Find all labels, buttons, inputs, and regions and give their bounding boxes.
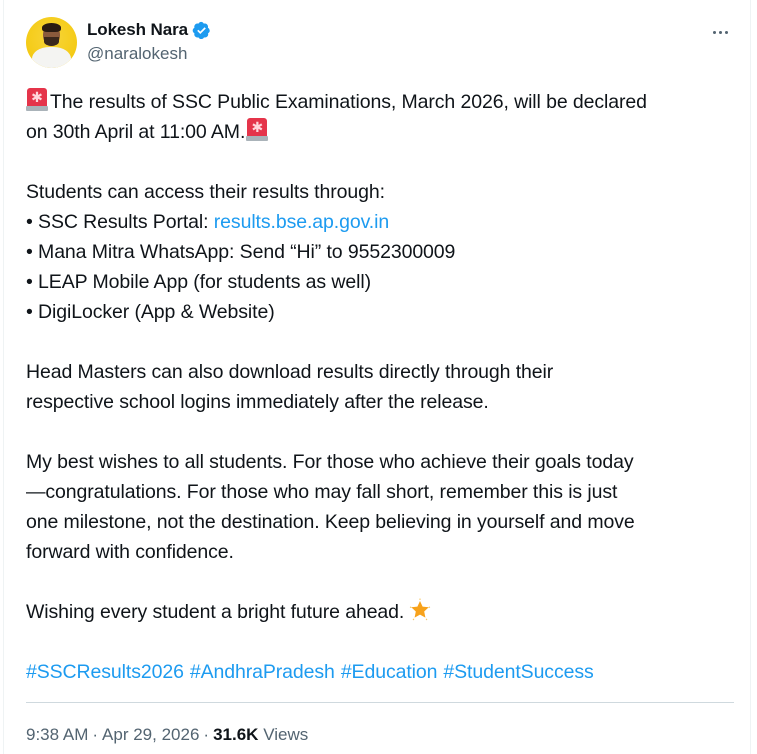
divider — [26, 702, 734, 703]
hashtags — [26, 657, 738, 687]
access-intro: Students can access their results through: — [26, 181, 385, 203]
avatar[interactable] — [26, 17, 77, 68]
author-handle[interactable]: @naralokesh — [87, 44, 188, 63]
more-options-icon[interactable] — [708, 25, 732, 39]
list-item: • Mana Mitra WhatsApp: Send “Hi” to 9552300009 — [26, 241, 456, 263]
hashtag-link[interactable]: #AndhraPradesh — [189, 661, 335, 683]
views-label: Views — [263, 725, 309, 744]
glowing-star-emoji-icon — [408, 598, 432, 622]
announcement-paragraph: ✱ The results of SSC Public Examinations, March 2026, will be declared on 30th April at 11:00 AM. ✱ — [26, 89, 647, 143]
hashtag-link[interactable]: #SSCResults2026 — [26, 661, 184, 683]
headmasters-paragraph: Head Masters can also download results directly through their respective school logins immediately after the release. — [26, 361, 554, 413]
wishes-paragraph: My best wishes to all students. For those who achieve their goals today —congratulations. For those who may fall short, remember this is just one milestone, not the destination. Keep believing in yourself and move forward with confidence. — [26, 451, 635, 563]
closing-paragraph: Wishing every student a bright future ahead. — [26, 597, 738, 627]
verified-badge-icon[interactable] — [192, 21, 211, 40]
access-list-paragraph — [26, 177, 738, 327]
author-names — [87, 19, 211, 64]
list-item: • SSC Results Portal: results.bse.ap.gov.in — [26, 211, 390, 233]
tweet-card — [3, 0, 751, 754]
tweet-header — [26, 17, 736, 69]
tweet-date[interactable]: Apr 29, 2026 — [102, 725, 200, 744]
author-display-name[interactable]: Lokesh Nara — [87, 20, 188, 39]
hashtag-link[interactable]: #Education — [340, 661, 438, 683]
tweet-time[interactable]: 9:38 AM — [26, 725, 89, 744]
tweet-meta: 9:38 AM · Apr 29, 2026 · 31.6K Views — [26, 725, 309, 744]
list-item: • DigiLocker (App & Website) — [26, 301, 275, 323]
list-item: • LEAP Mobile App (for students as well) — [26, 271, 371, 293]
tweet-text — [26, 87, 738, 687]
police-car-light-emoji-icon: ✱ — [246, 118, 268, 141]
views-count[interactable]: 31.6K — [213, 725, 259, 744]
results-portal-link[interactable]: results.bse.ap.gov.in — [213, 211, 390, 233]
police-car-light-emoji-icon: ✱ — [26, 88, 48, 111]
hashtag-link[interactable]: #StudentSuccess — [443, 661, 594, 683]
